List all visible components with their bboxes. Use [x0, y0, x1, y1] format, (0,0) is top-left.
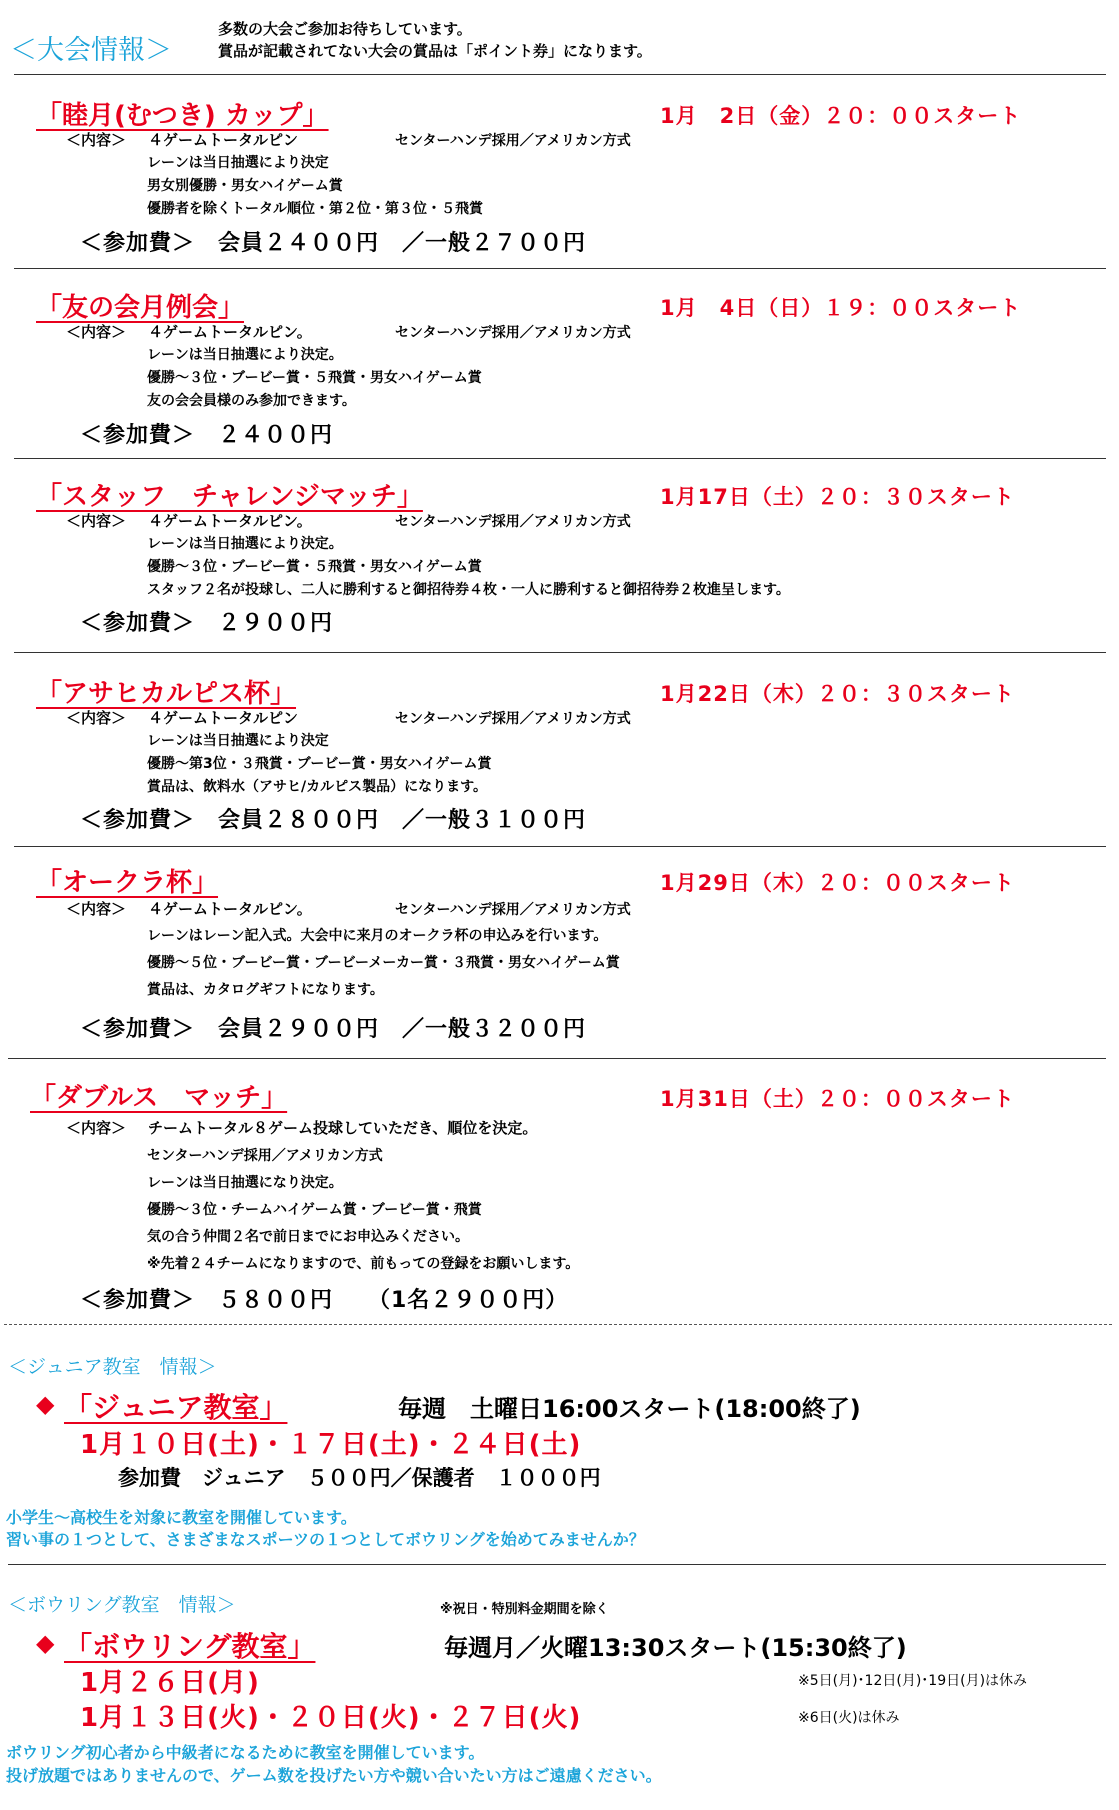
bowling-note-line1: ボウリング初心者から中級者になるために教室を開催しています。 — [6, 1743, 485, 1762]
content-label: ＜内容＞ — [66, 1119, 127, 1137]
event-system: センターハンデ採用／アメリカン方式 — [395, 133, 631, 149]
bowling-schedule: 毎週月／火曜13:30スタート(15:30終了) — [444, 1634, 907, 1662]
event-detail: 賞品は、カタログギフトになります。 — [147, 982, 384, 998]
event-detail: 優勝～３位・ブービー賞・５飛賞・男女ハイゲーム賞 — [147, 559, 482, 575]
bowling-dates-tuesday: 1月１３日(火)・２０日(火)・２７日(火) — [80, 1703, 582, 1733]
event-date: 1月 2日（金）２０：００スタート — [660, 104, 1022, 128]
event-detail: 友の会会員様のみ参加できます。 — [147, 393, 356, 409]
event-title: 「友の会月例会」 — [36, 293, 245, 323]
content-label: ＜内容＞ — [66, 131, 127, 149]
event-system: センターハンデ採用／アメリカン方式 — [395, 711, 631, 727]
event-date: 1月17日（土）２０：３０スタート — [660, 485, 1015, 509]
event-title: 「スタッフ チャレンジマッチ」 — [36, 482, 423, 512]
event-detail: 優勝～３位・チームハイゲーム賞・ブービー賞・飛賞 — [147, 1202, 482, 1218]
event-detail: ※先着２４チームになりますので、前もっての登録をお願いします。 — [147, 1256, 580, 1272]
junior-dates: 1月１０日(土)・１７日(土)・２４日(土) — [80, 1430, 582, 1460]
event-date: 1月31日（土）２０：００スタート — [660, 1087, 1015, 1111]
content-label: ＜内容＞ — [66, 900, 127, 918]
event-format: ４ゲームトータルピン。 — [148, 512, 312, 530]
event-date: 1月29日（木）２０：００スタート — [660, 871, 1015, 895]
event-date: 1月 4日（日）１９：００スタート — [660, 296, 1022, 320]
bowling-section-title: ＜ボウリング教室 情報＞ — [8, 1594, 236, 1616]
event-detail: レーンは当日抽選により決定。 — [147, 536, 343, 552]
event-detail: 優勝～第3位・３飛賞・ブービー賞・男女ハイゲーム賞 — [147, 756, 492, 772]
event-detail: レーンは当日抽選により決定。 — [147, 347, 343, 363]
event-detail: レーンは当日抽選により決定 — [147, 155, 329, 171]
diamond-icon: ◆ — [36, 1390, 55, 1418]
event-fee: ＜参加費＞ 会員２４００円 ／一般２７００円 — [80, 231, 587, 256]
content-label: ＜内容＞ — [66, 512, 127, 530]
bowling-title: 「ボウリング教室」 — [64, 1630, 316, 1663]
event-fee: ＜参加費＞ ２４００円 — [80, 423, 334, 448]
event-fee: ＜参加費＞ ２９００円 — [80, 611, 334, 636]
event-detail: レーンは当日抽選になり決定。 — [147, 1175, 343, 1191]
event-detail: 気の合う仲間２名で前日までにお申込みください。 — [147, 1229, 469, 1245]
content-label: ＜内容＞ — [66, 709, 127, 727]
holiday-note: ※5日(月)･12日(月)･19日(月)は休み — [798, 1673, 1028, 1689]
event-system: センターハンデ採用／アメリカン方式 — [395, 514, 631, 530]
divider — [14, 74, 1106, 75]
event-title: 「ダブルス マッチ」 — [30, 1083, 288, 1113]
event-fee: ＜参加費＞ 会員２８００円 ／一般３１００円 — [80, 808, 587, 833]
bowling-note-line2: 投げ放題ではありませんので、ゲーム数を投げたい方や競い合いたい方はご遠慮ください。 — [6, 1766, 662, 1785]
event-format: チームトータル８ゲーム投球していただき、順位を決定。 — [148, 1119, 538, 1137]
diamond-icon: ◆ — [36, 1629, 55, 1657]
event-detail: 優勝～３位・ブービー賞・５飛賞・男女ハイゲーム賞 — [147, 370, 482, 386]
event-date: 1月22日（木）２０：３０スタート — [660, 682, 1015, 706]
content-label: ＜内容＞ — [66, 323, 127, 341]
event-detail: レーンは当日抽選により決定 — [147, 733, 329, 749]
event-detail: 賞品は、飲料水（アサヒ/カルピス製品）になります。 — [147, 779, 487, 795]
junior-note-line2: 習い事の１つとして、さまざまなスポーツの１つとしてボウリングを始めてみませんか？ — [6, 1530, 645, 1549]
holiday-note: ※6日(火)は休み — [798, 1710, 900, 1726]
event-fee: ＜参加費＞ 会員２９００円 ／一般３２００円 — [80, 1017, 587, 1042]
junior-fee: 参加費 ジュニア ５００円／保護者 １０００円 — [118, 1466, 601, 1490]
divider — [14, 458, 1106, 459]
event-detail: センターハンデ採用／アメリカン方式 — [147, 1148, 383, 1164]
divider — [14, 652, 1106, 653]
event-system: センターハンデ採用／アメリカン方式 — [395, 325, 631, 341]
junior-note-line1: 小学生～高校生を対象に教室を開催しています。 — [6, 1508, 357, 1527]
divider — [14, 846, 1106, 847]
junior-title: 「ジュニア教室」 — [64, 1391, 288, 1424]
junior-schedule: 毎週 土曜日16:00スタート(18:00終了) — [398, 1395, 861, 1423]
event-format: ４ゲームトータルピン。 — [148, 900, 312, 918]
divider — [8, 1564, 1106, 1565]
event-format: ４ゲームトータルピン — [148, 709, 299, 727]
page-title: ＜大会情報＞ — [10, 35, 172, 66]
event-format: ４ゲームトータルピン。 — [148, 323, 312, 341]
header-note-line1: 多数の大会ご参加お待ちしています。 — [218, 20, 472, 38]
event-detail: スタッフ２名が投球し、二人に勝利すると御招待券４枚・一人に勝利すると御招待券２枚進呈します。 — [147, 582, 790, 598]
event-detail: 男女別優勝・男女ハイゲーム賞 — [147, 178, 343, 194]
event-title: 「アサヒカルピス杯」 — [36, 679, 297, 709]
event-detail: 優勝～５位・ブービー賞・ブービーメーカー賞・３飛賞・男女ハイゲーム賞 — [147, 955, 620, 971]
event-detail: レーンはレーン記入式。大会中に来月のオークラ杯の申込みを行います。 — [147, 928, 608, 944]
bowling-dates-monday: 1月２６日(月) — [80, 1668, 260, 1698]
event-format: ４ゲームトータルピン — [148, 131, 299, 149]
divider — [8, 1058, 1106, 1059]
divider — [4, 1324, 1112, 1325]
event-fee: ＜参加費＞ ５８００円 （1名２９００円） — [80, 1288, 569, 1313]
divider — [14, 268, 1106, 269]
junior-section-title: ＜ジュニア教室 情報＞ — [8, 1356, 217, 1378]
event-title: 「オークラ杯」 — [36, 868, 219, 898]
event-detail: 優勝者を除くトータル順位・第２位・第３位・５飛賞 — [147, 201, 483, 217]
event-system: センターハンデ採用／アメリカン方式 — [395, 902, 631, 918]
event-title: 「睦月(むつき) カップ」 — [36, 101, 329, 131]
header-note-line2: 賞品が記載されてない大会の賞品は「ポイント券」になります。 — [218, 42, 652, 60]
exception-note: ※祝日・特別料金期間を除く — [440, 1602, 609, 1617]
